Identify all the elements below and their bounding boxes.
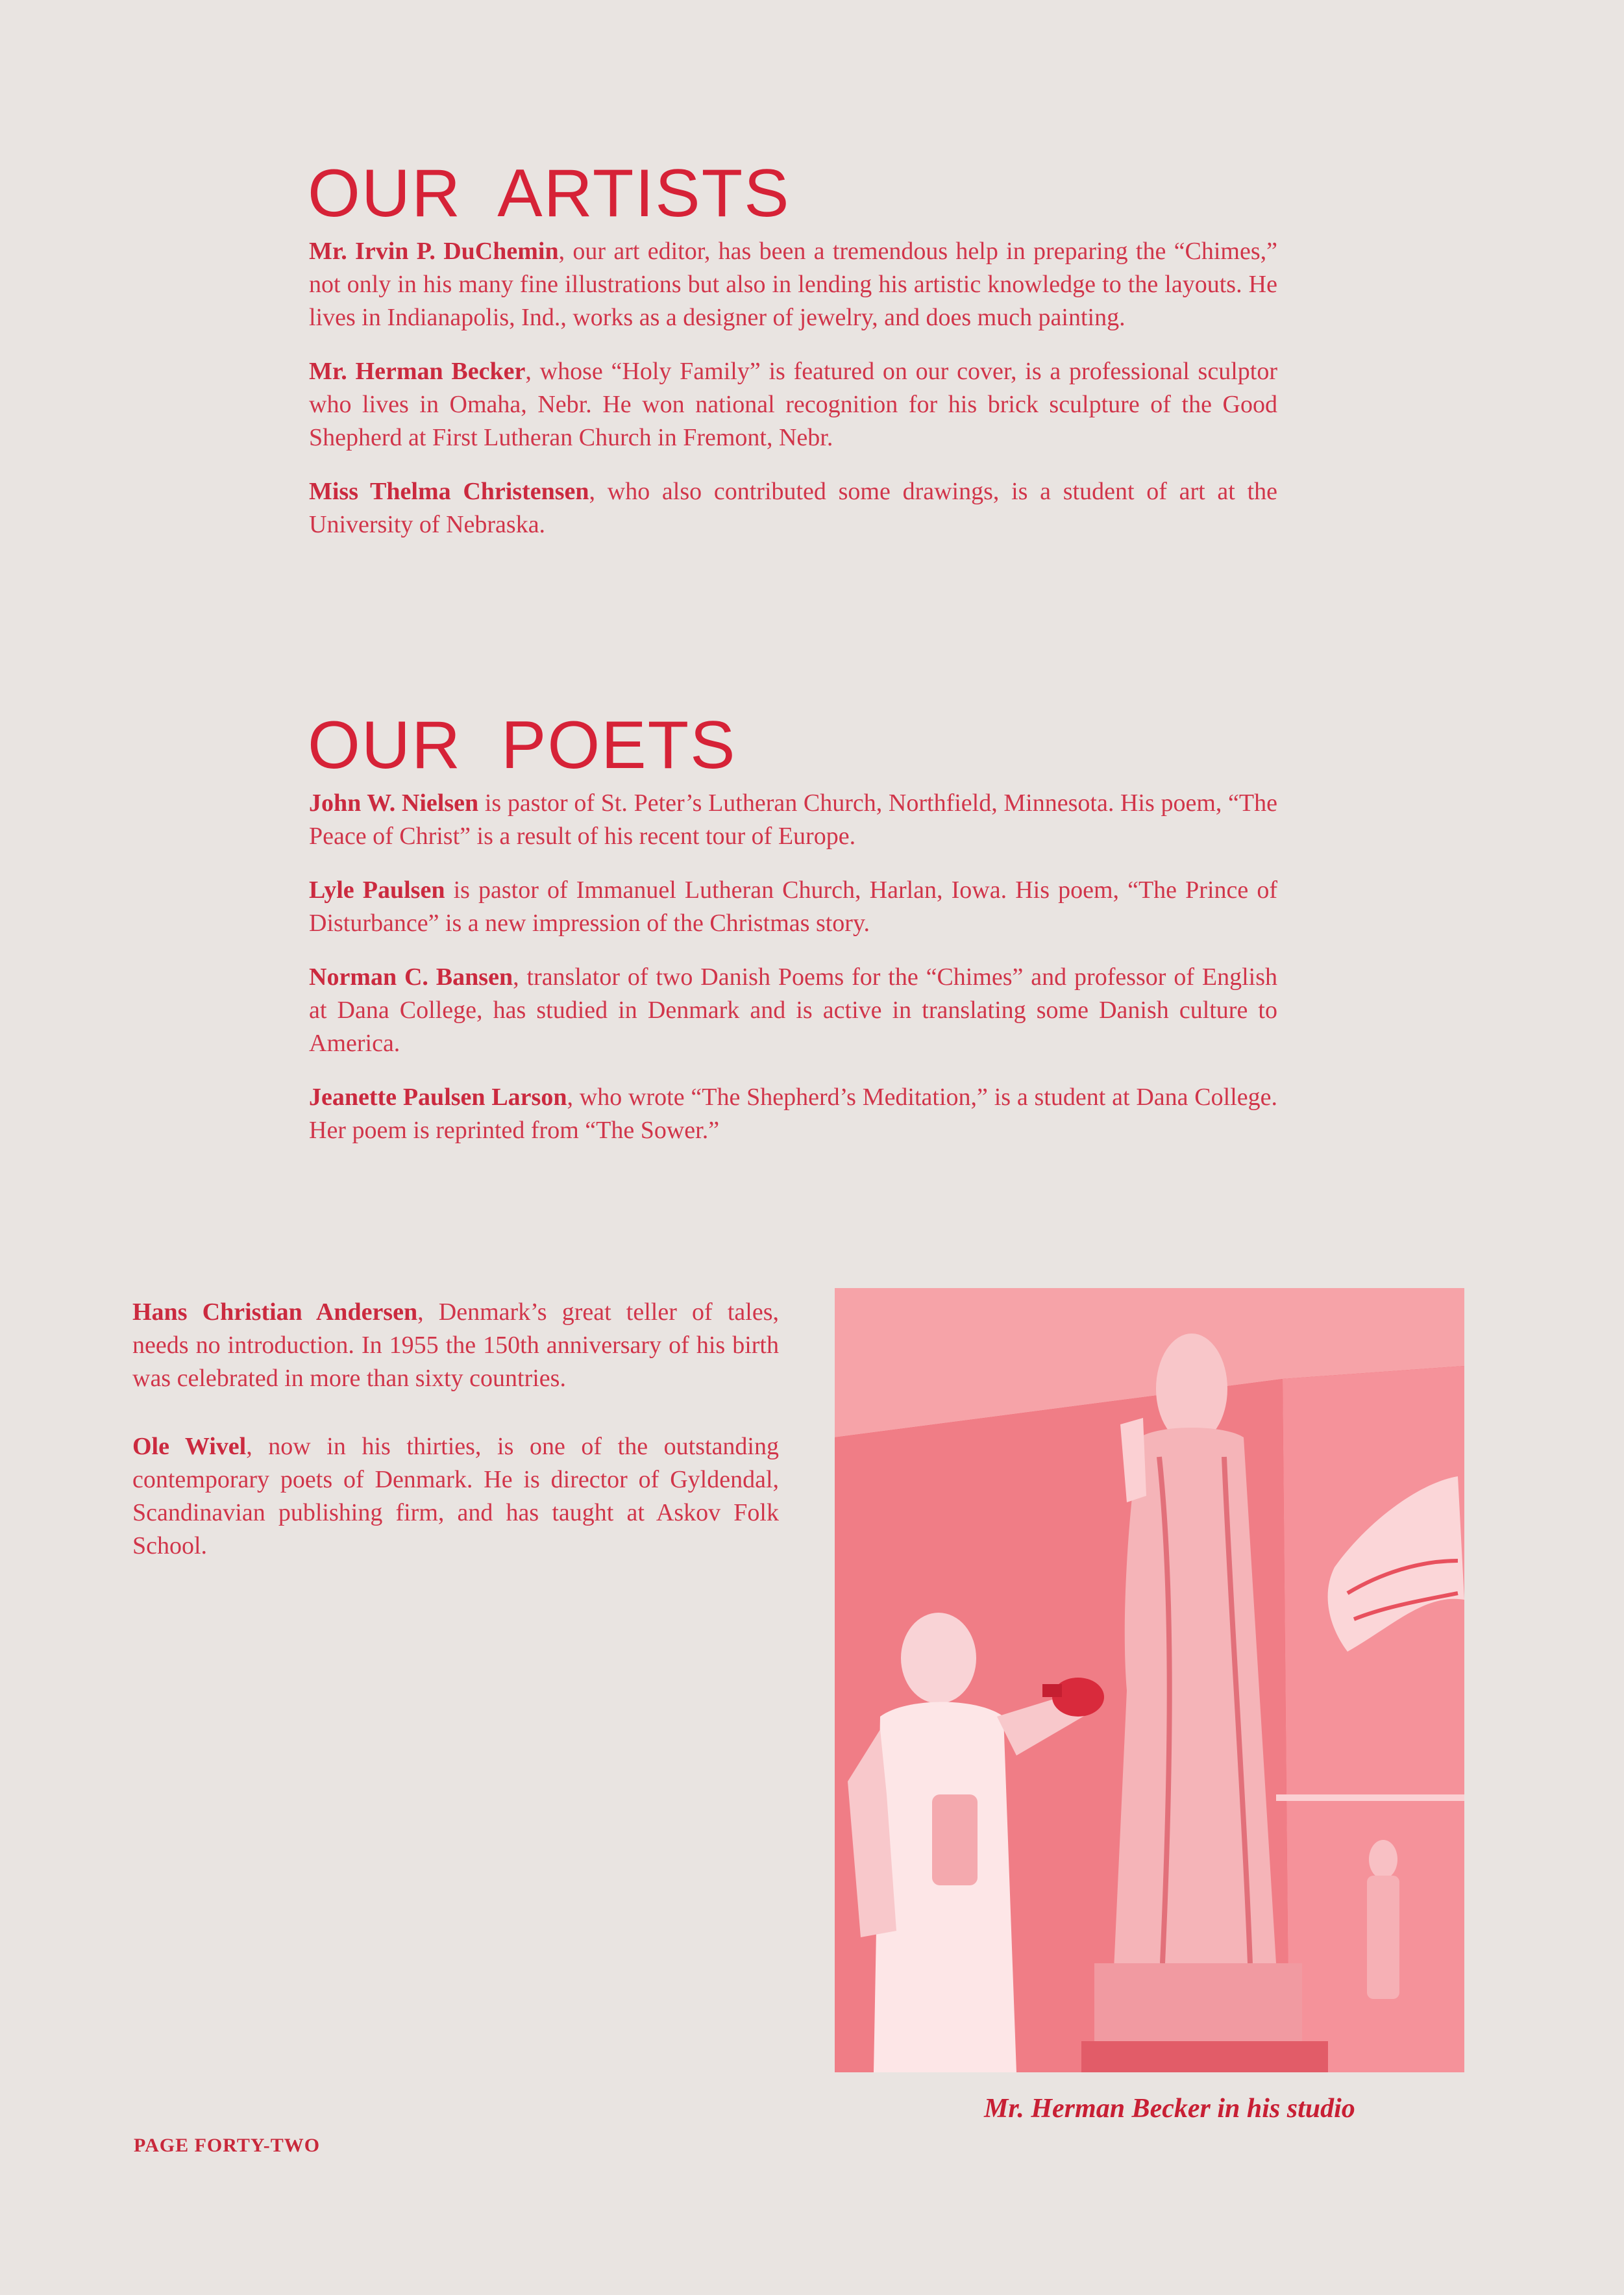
author-bio: , Denmark’s great teller of tales, needs no introduction. In 1955 the 150th anniversary of his birth was celebrated in more than sixty countries.: [132, 1298, 780, 1392]
author-entry: [132, 1430, 779, 1563]
artist-bio: , our art editor, has been a tremendous help in preparing the “Chimes,” not only in his many fine illustrations but also in lending his artistic knowledge to the layouts. He lives in Indianapolis, Ind., works as a designer of jewelry, and does much painting.: [309, 238, 1277, 331]
poet-bio: is pastor of Immanuel Lutheran Church, Harlan, Iowa. His poem, “The Prince of Disturbance” is a new impression of the Christmas story.: [309, 876, 1277, 937]
artists-section: [309, 235, 1277, 562]
poet-bio: , translator of two Danish Poems for the “Chimes” and professor of English at Dana College, has studied in Denmark and is active in translating some Danish culture to America.: [309, 963, 1278, 1057]
artist-name: Miss Thelma Christensen: [309, 478, 589, 505]
poet-name: Lyle Paulsen: [309, 876, 445, 904]
artist-bio: , who also contributed some drawings, is a student of art at the University of Nebraska.: [309, 478, 1277, 538]
poet-entry: [309, 1081, 1277, 1147]
author-name: Ole Wivel: [132, 1433, 247, 1460]
photo-caption: Mr. Herman Becker in his studio: [984, 2094, 1355, 2124]
poet-name: Norman C. Bansen: [309, 963, 513, 991]
artists-heading: OUR ARTISTS: [308, 156, 791, 231]
artist-name: Mr. Herman Becker: [309, 358, 526, 385]
artist-entry: [309, 235, 1277, 334]
author-name: Hans Christian Andersen: [132, 1298, 418, 1326]
artist-name: Mr. Irvin P. DuChemin: [309, 238, 559, 265]
sculptor-studio-photo: [835, 1288, 1464, 2072]
author-entry: [132, 1296, 779, 1395]
poet-entry: [309, 874, 1277, 940]
poet-bio: , who wrote “The Shepherd’s Meditation,” is a student at Dana College. Her poem is reprinted from “The Sower.”: [309, 1084, 1277, 1144]
artist-bio: , whose “Holy Family” is featured on our cover, is a professional sculptor who lives in Omaha, Nebr. He won national recognition for his brick sculpture of the Good Shepherd at First Lutheran Church in Fremont, Nebr.: [309, 358, 1277, 451]
poet-entry: [309, 787, 1277, 853]
sculptor-photo-illustration: [835, 1288, 1464, 2072]
poet-name: John W. Nielsen: [309, 789, 479, 817]
danish-authors-section: [132, 1296, 779, 1598]
author-bio: , now in his thirties, is one of the outstanding contemporary poets of Denmark. He is director of Gyldendal, Scandinavian publishing firm, and has taught at Askov Folk School.: [132, 1433, 779, 1559]
poets-section: [309, 787, 1277, 1168]
artist-entry: [309, 475, 1277, 541]
poets-heading: OUR POETS: [308, 708, 737, 783]
poet-entry: [309, 961, 1277, 1060]
poet-bio: is pastor of St. Peter’s Lutheran Church, Northfield, Minnesota. His poem, “The Peace of Christ” is a result of his recent tour of Europe.: [309, 789, 1277, 850]
poet-name: Jeanette Paulsen Larson: [309, 1084, 567, 1111]
artist-entry: [309, 355, 1277, 454]
page-number-label: PAGE FORTY-TWO: [134, 2135, 321, 2156]
